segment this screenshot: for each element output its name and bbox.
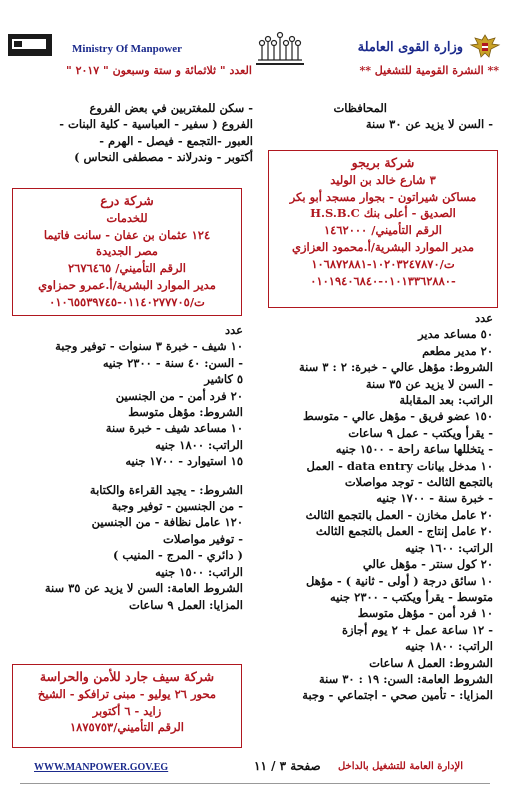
page-header (0, 0, 507, 92)
company-name: شركة سيف جارد للأمن والحراسة (39, 669, 215, 684)
list-item: ٢٠ فرد أمن - من الجنسين (115, 388, 243, 403)
company-box-brigo (268, 150, 498, 308)
company-line: ت/١٠٢٠٣٢٤٧٨٧٠-١٠٦٨٧٢٨٨١ (311, 256, 455, 271)
company-line: للخدمات (106, 210, 148, 225)
issue-number: العدد " ثلاثمائة و ستة وسبعون " ٢٠١٧ " (66, 64, 252, 77)
list-item: الشروط: العمل ٨ ساعات (369, 655, 493, 670)
bulletin-title: ** النشرة القومية للتشغيل ** (359, 64, 499, 77)
intro-line: أكتوبر - وندرلاند - مصطفى النحاس ) (74, 150, 253, 165)
list-item: ٥٠ مساعد مدير (418, 327, 493, 342)
list-item: ٢٠ مدير مطعم (422, 343, 493, 358)
list-item: ٥ كاشير (204, 372, 243, 387)
list-item: ٢٠ كول سنتر - مؤهل عالي (362, 557, 493, 572)
company-line: الرقم التأميني/ ١٤٦٢٠٠٠ (323, 223, 442, 238)
company-line: الرقم التأميني/ ٢٦٧٦٤٦٥ (67, 261, 186, 276)
left-jobs-list (45, 322, 243, 613)
list-item: ١٠ شيف - خبرة ٣ سنوات - توفير وجبة (55, 339, 243, 354)
list-item: الشروط: مؤهل متوسط (128, 405, 243, 420)
list-item: ( دائري - المرج - المنيب ) (112, 548, 243, 563)
right-intro (333, 100, 387, 116)
list-item: المزايا: - تأمين صحي - اجتماعي - وجبة (302, 688, 493, 703)
list-item: الراتب: ١٨٠٠ جنيه (405, 639, 493, 654)
list-item: ١٥٠ عضو فريق - مؤهل عالي - متوسط (303, 409, 493, 424)
list-item: الشروط: مؤهل عالي - خبرة: ٢ : ٣ سنة (299, 360, 493, 375)
intro-line: - سكن للمغتربين في بعض الفروع (89, 101, 253, 115)
list-item: الراتب: بعد المقابلة (399, 393, 493, 408)
list-item: - السن لا يزيد عن ٣٥ سنة (365, 376, 493, 391)
company-box-dera (12, 188, 242, 316)
intro-line: الفروع ( سفير - العباسية - كلية البنات - (59, 117, 253, 132)
list-item: متوسط - يقرأ ويكتب - ٢٣٠٠ جنيه (329, 589, 493, 604)
age-condition: - السن لا يزيد عن ٣٠ سنة (365, 117, 493, 131)
list-item: ١٠ مساعد شيف - خبرة سنة (105, 421, 243, 436)
list-item: بالتجمع الثالث - توجد مواصلات (344, 475, 493, 490)
company-line: الصديق - أعلى بنك H.S.B.C (310, 206, 456, 221)
ministry-title-en: Ministry Of Manpower (72, 43, 182, 55)
intro-line: العبور -التجمع - فيصل - الهرم - (99, 133, 253, 148)
list-item: - يقرأ ويكتب - عمل ٩ ساعات (348, 425, 493, 440)
list-item: ١٢٠ عامل نظافة - من الجنسين (91, 515, 243, 530)
ministry-title-ar: وزارة القوى العاملة (357, 40, 463, 55)
company-line: -٠١٠١٣٣٦٢٨٨٠-٠١٠١٩٤٠٦٨٤٠ (310, 273, 456, 288)
footer-divider (20, 783, 490, 784)
website-link[interactable]: WWW.MANPOWER.GOV.EG (34, 762, 169, 773)
company-line: ١٢٤ عثمان بن عفان - سانت فاتيما (43, 227, 211, 242)
list-item: الشروط العامة: السن: ١٩ : ٣٠ سنة (318, 671, 493, 686)
page-number: صفحة ٣ / ١١ (254, 759, 321, 773)
company-line: زايد - ٦ أكتوبر (92, 703, 162, 718)
right-intro-age (366, 116, 493, 132)
list-item: - ١٢ ساعة عمل + ٢ يوم أجازة (341, 622, 493, 637)
list-item: ١٠ فرد أمن - مؤهل متوسط (357, 606, 493, 621)
company-name: شركة درع (100, 193, 154, 208)
company-box-safeguard (12, 664, 242, 748)
list-item: ٢٠ عامل إنتاج - العمل بالتجمع الثالث (315, 524, 493, 539)
list-item: عدد (224, 323, 243, 337)
egypt-eagle-emblem-icon (469, 32, 501, 62)
company-line: مدير الموارد البشرية/أ.عمرو حمزاوي (38, 277, 216, 292)
company-line: مصر الجديدة (96, 244, 158, 259)
manpower-logo-icon (252, 30, 308, 68)
governorates-label: المحافظات (333, 101, 387, 115)
department-name: الإدارة العامة للتشغيل بالداخل (337, 761, 463, 772)
list-item: الراتب: ١٦٠٠ جنيه (405, 540, 493, 555)
company-name: شركة بريجو (351, 155, 415, 170)
list-item: ١٥ استيوارد - ١٧٠٠ جنيه (125, 454, 243, 469)
list-item: - السن: ٤٠ سنة - ٢٣٠٠ جنيه (102, 355, 243, 370)
company-line: ت/٠١١٤٠٢٧٧٧٠٥-٠١٠٦٥٥٣٩٧٤٥ (49, 294, 205, 309)
list-item: عدد (474, 311, 493, 325)
list-item: - توفير مواصلات (163, 531, 243, 546)
list-item: ٢٠ عامل مخازن - العمل بالتجمع الثالث (305, 507, 493, 522)
list-item (45, 470, 243, 482)
list-item: المزايا: العمل ٩ ساعات (129, 597, 243, 612)
list-item: الراتب: ١٨٠٠ جنيه (155, 437, 243, 452)
list-item: - من الجنسين - توفير وجبة (111, 499, 243, 514)
company-line: الرقم التأميني/١٨٧٥٧٥٣ (69, 720, 184, 735)
list-item: الشروط العامة: السن لا يزيد عن ٣٥ سنة (44, 581, 243, 596)
list-item: - خبرة سنة - ١٧٠٠ جنيه (376, 491, 493, 506)
company-line: ٣ شارع خالد بن الوليد (330, 172, 436, 187)
egypt-flag-icon (8, 34, 52, 56)
company-line: مدير الموارد البشرية/أ.محمود العزازي (291, 239, 475, 254)
left-intro (59, 100, 253, 166)
list-item: ١٠ مدخل بيانات data entry - العمل (306, 458, 493, 473)
company-line: مساكن شيراتون - بجوار مسجد أبو بكر (289, 189, 477, 204)
list-item: ١٠ سائق درجة ( أولى - ثانية ) - مؤهل (306, 573, 493, 588)
list-item: الشروط: - يجيد القراءة والكتابة (89, 482, 243, 497)
company-line: محور ٢٦ يوليو - مبنى ترافكو - الشيخ (37, 686, 217, 701)
list-item: - يتخللها ساعة راحة - ١٥٠٠ جنيه (335, 442, 493, 457)
right-jobs-list (299, 310, 493, 704)
list-item: الراتب: ١٥٠٠ جنيه (155, 564, 243, 579)
